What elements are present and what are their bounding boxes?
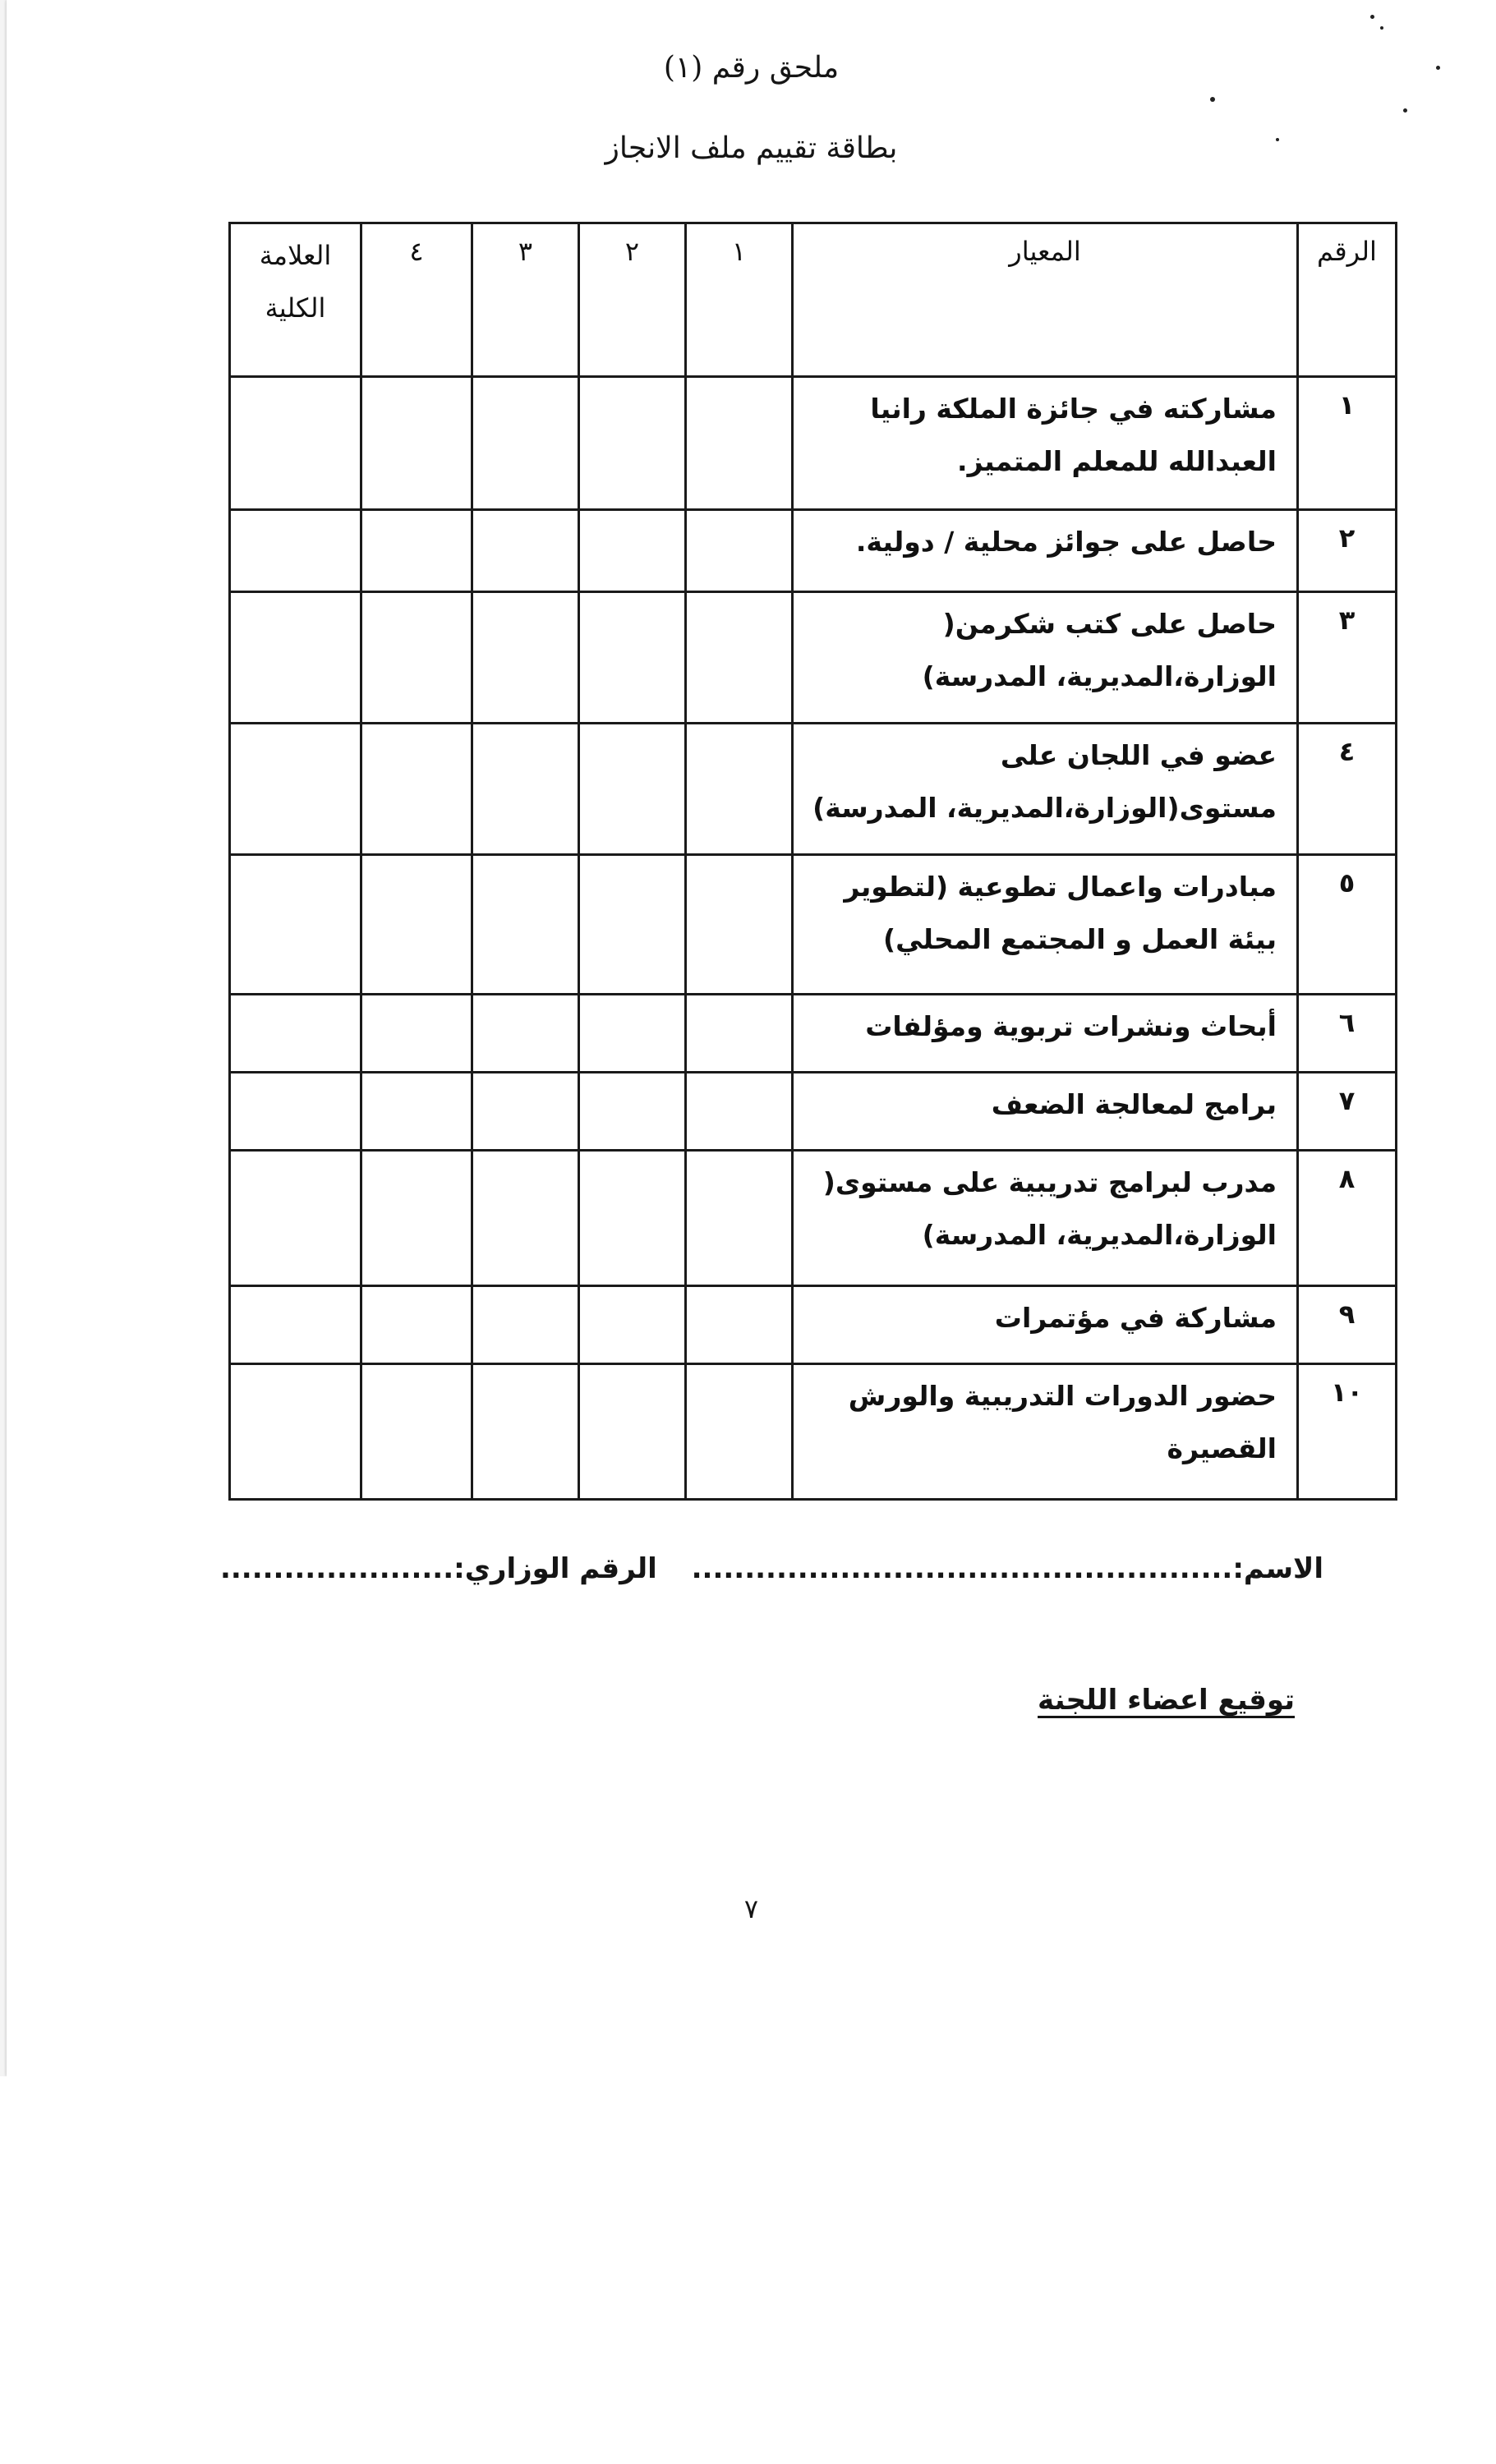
row-criterion: برامج لمعالجة الضعف bbox=[793, 1073, 1298, 1151]
score-cell[interactable] bbox=[579, 1286, 686, 1364]
score-cell[interactable] bbox=[579, 592, 686, 724]
score-cell[interactable] bbox=[472, 995, 579, 1073]
row-criterion: أبحاث ونشرات تربوية ومؤلفات bbox=[793, 995, 1298, 1073]
ministry-number-label: الرقم الوزاري: bbox=[453, 1552, 657, 1585]
total-cell[interactable] bbox=[230, 1364, 361, 1500]
score-cell[interactable] bbox=[361, 1151, 472, 1286]
total-cell[interactable] bbox=[230, 724, 361, 855]
score-cell[interactable] bbox=[686, 995, 793, 1073]
total-cell[interactable] bbox=[230, 1151, 361, 1286]
name-and-id-line bbox=[220, 1552, 1323, 1585]
score-cell[interactable] bbox=[579, 724, 686, 855]
score-cell[interactable] bbox=[686, 1151, 793, 1286]
header-score-1: ١ bbox=[686, 223, 793, 377]
table-row bbox=[230, 1151, 1397, 1286]
score-cell[interactable] bbox=[361, 510, 472, 592]
name-field[interactable]: ................................................... bbox=[691, 1552, 1233, 1585]
table-header-row bbox=[230, 223, 1397, 377]
score-cell[interactable] bbox=[472, 510, 579, 592]
score-cell[interactable] bbox=[472, 1073, 579, 1151]
score-cell[interactable] bbox=[361, 1286, 472, 1364]
scan-speck bbox=[1380, 26, 1383, 30]
score-cell[interactable] bbox=[361, 592, 472, 724]
total-cell[interactable] bbox=[230, 377, 361, 510]
table-row bbox=[230, 995, 1397, 1073]
score-cell[interactable] bbox=[361, 855, 472, 995]
header-number: الرقم bbox=[1298, 223, 1397, 377]
row-criterion: حاصل على جوائز محلية / دولية. bbox=[793, 510, 1298, 592]
header-score-2: ٢ bbox=[579, 223, 686, 377]
score-cell[interactable] bbox=[686, 377, 793, 510]
total-cell[interactable] bbox=[230, 1286, 361, 1364]
score-cell[interactable] bbox=[361, 724, 472, 855]
card-title: بطاقة تقييم ملف الانجاز bbox=[605, 131, 898, 165]
name-label: الاسم: bbox=[1232, 1552, 1323, 1585]
table-row bbox=[230, 1073, 1397, 1151]
score-cell[interactable] bbox=[686, 510, 793, 592]
score-cell[interactable] bbox=[361, 377, 472, 510]
score-cell[interactable] bbox=[579, 510, 686, 592]
score-cell[interactable] bbox=[472, 1286, 579, 1364]
score-cell[interactable] bbox=[361, 1364, 472, 1500]
row-number: ١٠ bbox=[1298, 1364, 1397, 1500]
score-cell[interactable] bbox=[579, 377, 686, 510]
score-cell[interactable] bbox=[579, 1151, 686, 1286]
row-criterion: مبادرات واعمال تطوعية (لتطوير بيئة العمل و المجتمع المحلي) bbox=[793, 855, 1298, 995]
score-cell[interactable] bbox=[472, 724, 579, 855]
header-total-score: العلامة الكلية bbox=[230, 223, 361, 377]
score-cell[interactable] bbox=[686, 592, 793, 724]
score-cell[interactable] bbox=[472, 1364, 579, 1500]
table-row bbox=[230, 724, 1397, 855]
row-criterion: مشاركته في جائزة الملكة رانيا العبدالله للمعلم المتميز. bbox=[793, 377, 1298, 510]
page-number: ٧ bbox=[743, 1893, 759, 1924]
row-number: ٧ bbox=[1298, 1073, 1397, 1151]
row-criterion: حاصل على كتب شكرمن( الوزارة،المديرية، المدرسة) bbox=[793, 592, 1298, 724]
row-criterion: مشاركة في مؤتمرات bbox=[793, 1286, 1298, 1364]
score-cell[interactable] bbox=[361, 995, 472, 1073]
score-cell[interactable] bbox=[361, 1073, 472, 1151]
score-cell[interactable] bbox=[579, 855, 686, 995]
header-criterion: المعيار bbox=[793, 223, 1298, 377]
score-cell[interactable] bbox=[686, 724, 793, 855]
row-criterion: عضو في اللجان على مستوى(الوزارة،المديرية، المدرسة) bbox=[793, 724, 1298, 855]
score-cell[interactable] bbox=[686, 1364, 793, 1500]
score-cell[interactable] bbox=[579, 995, 686, 1073]
document-page bbox=[7, 0, 1496, 2076]
score-cell[interactable] bbox=[579, 1073, 686, 1151]
table-row bbox=[230, 510, 1397, 592]
total-cell[interactable] bbox=[230, 592, 361, 724]
row-number: ٩ bbox=[1298, 1286, 1397, 1364]
scan-speck bbox=[1370, 15, 1374, 19]
table-row bbox=[230, 855, 1397, 995]
row-number: ٨ bbox=[1298, 1151, 1397, 1286]
row-criterion: حضور الدورات التدريبية والورش القصيرة bbox=[793, 1364, 1298, 1500]
score-cell[interactable] bbox=[686, 1073, 793, 1151]
header-score-4: ٤ bbox=[361, 223, 472, 377]
row-number: ٢ bbox=[1298, 510, 1397, 592]
table-row bbox=[230, 1364, 1397, 1500]
header-score-3: ٣ bbox=[472, 223, 579, 377]
scan-speck bbox=[1403, 108, 1407, 113]
row-number: ٤ bbox=[1298, 724, 1397, 855]
table-row bbox=[230, 377, 1397, 510]
scan-speck bbox=[1210, 97, 1215, 102]
score-cell[interactable] bbox=[472, 592, 579, 724]
annex-title: ملحق رقم (١) bbox=[663, 51, 840, 85]
score-cell[interactable] bbox=[579, 1364, 686, 1500]
row-number: ٦ bbox=[1298, 995, 1397, 1073]
ministry-number-field[interactable]: ...................... bbox=[219, 1552, 454, 1585]
score-cell[interactable] bbox=[686, 855, 793, 995]
total-cell[interactable] bbox=[230, 855, 361, 995]
evaluation-table bbox=[228, 222, 1397, 1501]
row-criterion: مدرب لبرامج تدريبية على مستوى( الوزارة،المديرية، المدرسة) bbox=[793, 1151, 1298, 1286]
score-cell[interactable] bbox=[472, 377, 579, 510]
row-number: ٣ bbox=[1298, 592, 1397, 724]
row-number: ٥ bbox=[1298, 855, 1397, 995]
blank-margin bbox=[0, 2076, 1496, 2464]
committee-signature-label: توقيع اعضاء اللجنة bbox=[1038, 1684, 1295, 1717]
total-cell[interactable] bbox=[230, 995, 361, 1073]
total-cell[interactable] bbox=[230, 1073, 361, 1151]
row-number: ١ bbox=[1298, 377, 1397, 510]
score-cell[interactable] bbox=[472, 855, 579, 995]
total-cell[interactable] bbox=[230, 510, 361, 592]
score-cell[interactable] bbox=[472, 1151, 579, 1286]
table-row bbox=[230, 1286, 1397, 1364]
score-cell[interactable] bbox=[686, 1286, 793, 1364]
table-row bbox=[230, 592, 1397, 724]
